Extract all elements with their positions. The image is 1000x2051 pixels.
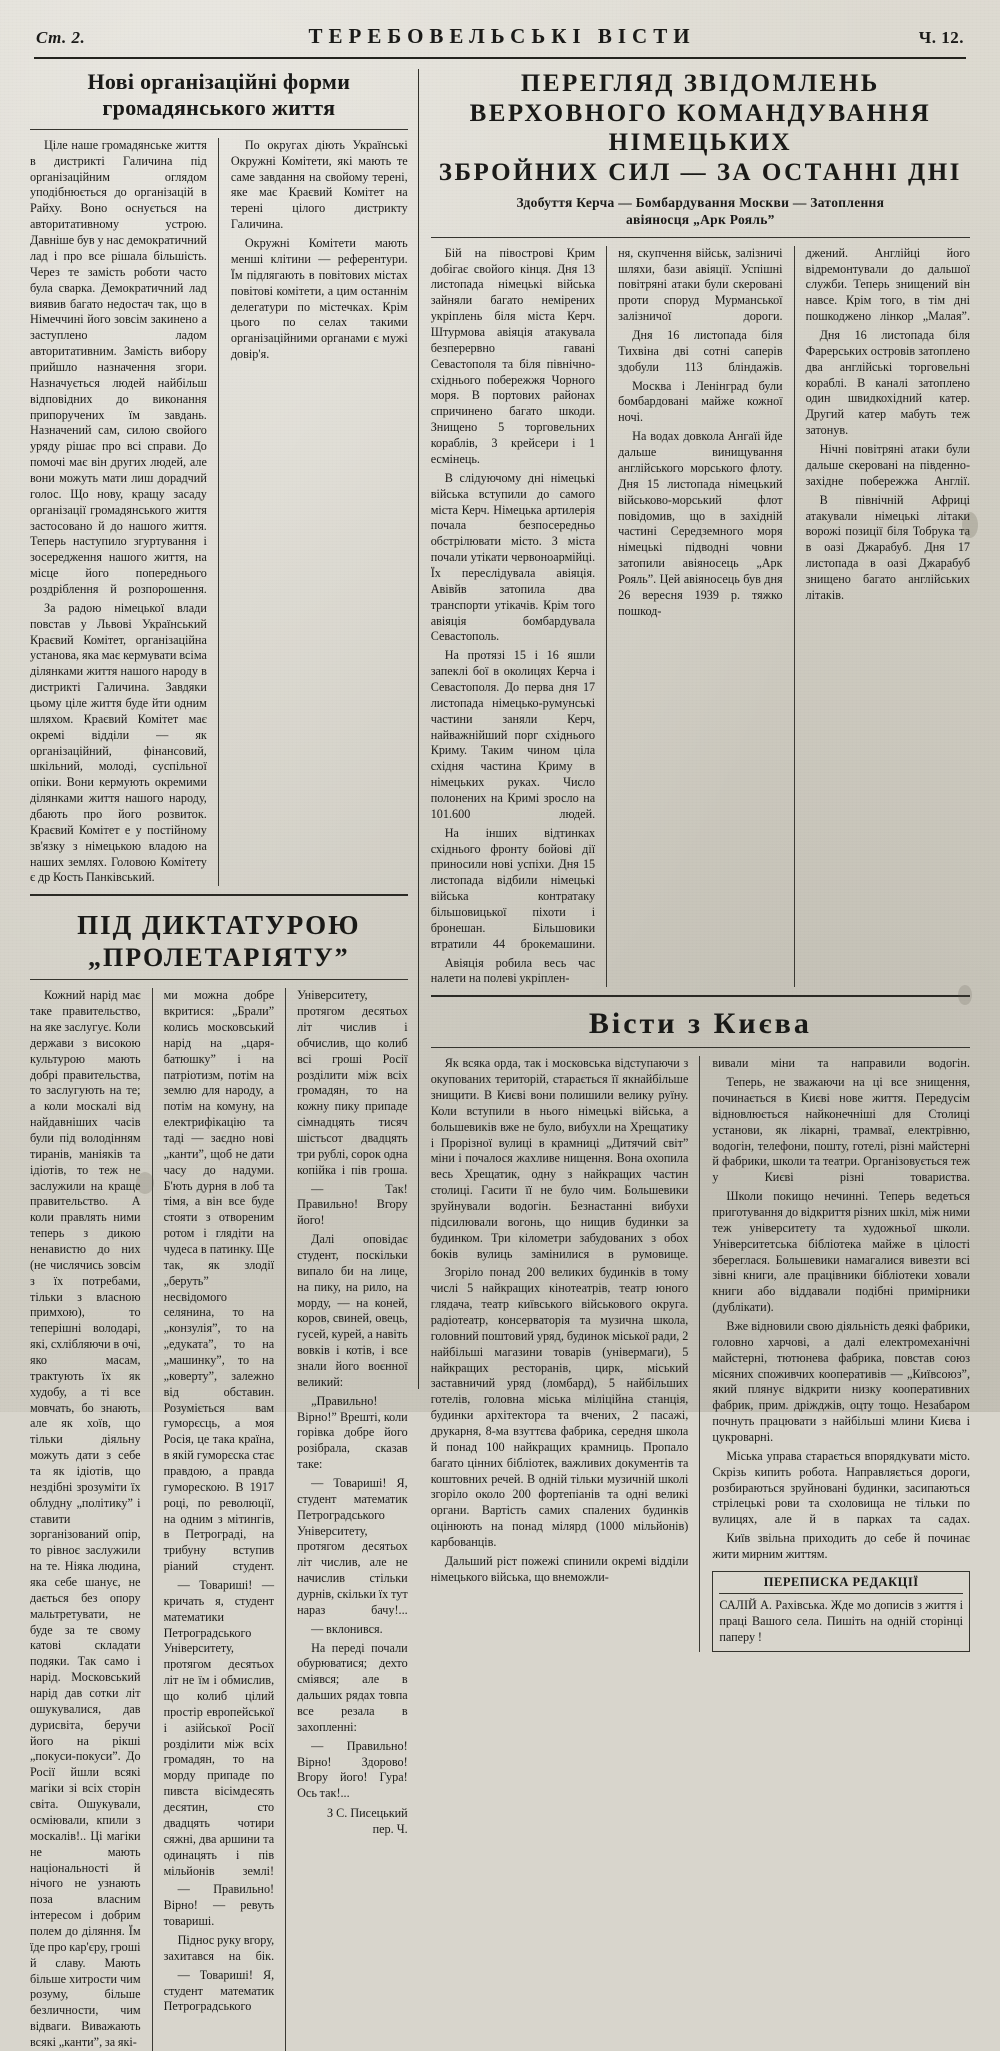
paragraph: — Товариші! Я, студент математик Петроградського Університету, протягом десятьох літ числив, але не начислив стільки дурнів, скільки їх тут нараз бачу!... (297, 1476, 408, 1617)
masthead (30, 24, 970, 55)
editorial-mail-text: САЛІЙ А. Рахівська. Жде мо дописів з життя і праці Вашого села. Пишіть на одній сторінці паперу ! (719, 1597, 964, 1644)
paragraph: Дня 16 листопада біля Фарерських островів затоплено два англійські торговельні кораблі. В каналі затоплено один швидкохідний катер. Другий катер мабуть теж затонув. (805, 328, 971, 438)
paragraph: — Правильно! Вірно! — ревуть товариші. (163, 1882, 275, 1929)
paragraph: Ціле наше громадянське життя в дистрикті Галичина під організаційним оглядом уподібнюється до організацій в Райху. Воно оснується на авторитативному устрою. Давніше був у нас демократичний лад і про все рішала більшість. Через те замість роботи часто була сварка. Демократичний лад виявив багато недостач так, що в Німеччині його зовсім закинено а заступлено ладом авторитативним. Замість виборy прийшло назначення згори. Назначується людей найбільш відповідних до виконання припоручених їм завдань. Назначений сам, силою свойого уряду рішає про всі справи. До помочі має він других людей, але вони можуть мати лиш дорадчий голос. Що нову, кращу засаду організації громадянського життя застосовано й до нашого життя. Теперь наступило згуртування і зосередження нашого життя, на місце його попереднього роздріблення й розпорошення. (30, 137, 207, 596)
article-title-line2: громадянського життя (102, 94, 336, 120)
paragraph: „Правильно! Вірно!” Врешті, коли горівка добре його розібрала, сказав таке: (297, 1393, 408, 1472)
paragraph: Згоріло понад 200 великих будинків в тому числі 5 найкращих кінотеатрів, театр юного глядача, театр київського військового округа. радіотеатр, консерваторія та музична школа, головний поштовий уряд, будинок міської ради, 2 найбільші магазини товарів (універмаги), 5 найкращих ресторанів, цирк, міський заставничий уряд (ломбард), 5 найбільших готелів, головна міська міліційна станція, будинки архітектора та вчених, 2 пасажі, друкарня, 8-ма взуттєва фабрика, середня школа й понад 100 найкращих крамниць. Пропало багато цінних бібліотек, важливих документів та коштовних речей. В одній тільки музичній школі згоріло около 200 фортепіанів та одні великі органи. Вартість самих спалених будинків оцінюють на понад мілярд (1000 мільйонів) карбованців. (430, 1265, 689, 1550)
paragraph: На протязі 15 і 16 яшли запеклі бої в околицях Керча і Севастополя. До перва дня 17 листопада німецько-румунські частини заняли Керч, найважнійший порг східнього Криму. Таким чином ціла східня частина Криму в німецьких руках. Число полонених на Кримі зросло на 101.600 людей. (430, 648, 596, 821)
column-2 (712, 1056, 970, 1651)
right-half (419, 69, 971, 1644)
signature-translator: пер. Ч. (372, 1822, 408, 1837)
article-title-kyiv: Вісти з Києва (588, 1007, 812, 1041)
paragraph: Кожний нарід має таке правительство, на яке заслугує. Коли держави з високою культурою мають добрі правительства, то заслугують на те; а коли москалі від найдавніших часів були під володінням тиранів, маніяків та ідіотів, то теж не заслужили на краще правительство. А коли правлять ними теперь з дикою ненавистю до них (не числячись зовсім з їх потребами, тільки з власною примхою), то теперішні володарі, які, схлібляючи в очі, яко масам, трактують їх як худобу, а ті все мовчать, бо знають, але як хоїв, що тільки діяльну можуть дати з себе та як ідіотів, що нездібні зрозуміти їх облудну „політику” і ставити зорганізований опір, то рівноє заслужили на те. Ніяка людина, яка себе шанує, не дається без опору мальтретувати, не буде за те свому катові складати подяки. Так само і нарід. Московський нарід дав сотки літ ошукувалися, дав дурисвіта, беручи його на рікші „покуси-покуси”. До Росії йшли всякі магіки зі всіх сторін світа. Ошукували, осміювали, кпили з москалів!.. Ці магіки не мають національності й нічого не узнають поза власним інтересом і добрим полем до діляння. Їм їде про кар'єру, гроші й славу. Мають більше хитрости чим розуму, більше безличности, чим відваги. Виважають всякі „канти”, за які- (30, 988, 141, 2049)
column-1 (30, 988, 153, 2051)
article-subhead-review (431, 195, 970, 229)
article-org-forms-body (30, 138, 408, 886)
paragraph: На переді почали обурюватися; дехто сміявся; але в дальших рядах товпа все резала в захопленні: (297, 1640, 408, 1734)
paragraph: По округах діють Українські Окружні Комітети, які мають те саме завдання на свойому терені, яке має Краєвий Комітет на терені цілого дистрикту Галичина. (230, 137, 408, 232)
paragraph: Бій на півострові Крим добігає свойого кінця. Дня 13 листопада німецькі війська зайняли багато немірених укріплень біля міста Керч. Штурмова авіяція атакувала безперервно гавані Севастополя та біля північно-східнього побережжя Чорного моря. В портових районах спричинено багато шкоди. Знищено 5 торговельних кораблів, 3 крейсери і 1 есмінець. (430, 245, 596, 466)
masthead-rule (34, 57, 966, 59)
paragraph: ми можна добре вкритися: „Брали” колись московський нарід на „царя-батюшку” і на патріотизм, потім на землю для народу, а потім на комуну, на електрифікацію та таді — заєдно нові „канти”, щоб не дати часу до надуми. Б'ють дурня в лоб та тімя, а він все буде стояти з отвореним ротом і глядіти на чудеса в патинку. Ще так, як злодії „беруть” несвідомого селянина, то на „конзулія”, то на „едуката”, то на „машинку”, то на „коверту”, залежно від обставин. Розуміється вам гуморєсць, а моя Росія, це така країна, в якій гуморєска стає правдою, а правда гуморескою. В 1917 році, по революції, на одним з мітингів, в Петрограді, на трибуну вступив ріаний студент. (163, 988, 275, 1574)
article-kyiv-body (431, 1056, 970, 1651)
paragraph: На інших відтинках східнього фронту бойові дії приносили нові успіхи. Дня 15 листопада відбили німецькі війська контратаку більшовицької піхоти і бронешан. Більшовики втратили 44 брокемашини. (430, 825, 596, 951)
article-title-line3: ЗБРОЙНИХ СИЛ — ЗА ОСТАННІ ДНІ (438, 158, 962, 186)
paragraph: В північній Африці атакували німецькі літаки ворожі позиції біля Тобрука та в оазі Джарабуб. Дня 17 листопада в оазі Джарабуб знищено багато англійських літаків. (805, 492, 971, 602)
divider-between-articles (30, 894, 408, 896)
page-body (30, 69, 971, 2049)
column-2 (164, 988, 287, 2051)
paragraph: Дня 16 листопада біля Тихвіна дві сотні саперів здобули 113 бліндажів. (618, 328, 783, 374)
divider-between-articles (431, 995, 970, 997)
paragraph: Як всяка орда, так і московська відступаючи з окупованих територій, старається її якнайбільше знищити. В Києві вони полишили велику руїну. Коли вступили в нього німецькі війська, а большевиків вже не було, вибухли на Хрещатику і Прорізної вулиці в крамниці „Дитячий світ” міни і почалося жахливе нищення. Вона охопила весь Хрещатик, одну з найкращих частин столиці. Гасити її не було чим. Большевики зруйнували водогін. Безнастанні вибухи підсилювали вогонь, що нищив будинки за будинком. Три кілометри забудованих з обох боків вулиць замінилися в румовище. (430, 1056, 689, 1261)
subhead-line2: авіяносця „Арк Рояль” (626, 211, 775, 227)
column-1 (431, 246, 607, 988)
paragraph: Школи покищо нечинні. Теперь ведеться приготування до відкриття різних шкіл, між ними теж університету та художньої школи. Університетська бібліотека майже в цілості збереглася. Большевики намагалися вивезти всі зівні книги, але працівники бібліотеки ховали книги або віддавали подібні примірники (дублікати). (712, 1189, 971, 1315)
paragraph: Міська управа старається впорядкувати місто. Скрізь кипить робота. Направляється дороги, розбираються зруйновані будинки, засипаються стрілецькі рови та схоловища не тільки по вулицях, але й в парках та садах. (712, 1448, 971, 1527)
paragraph: Нічні повітряні атаки були дальше скеровані на південно-західне побережжа Англії. (805, 442, 971, 488)
divider-under-title (431, 237, 970, 238)
paragraph: ня, скупчення військ, залізничі шляхи, бази авіяції. Успішні повітряні атаки були скеровані проти споруд Мурманської залізничої дороги. (618, 245, 783, 324)
paragraph: джений. Англійці його відремонтували до дальшої служби. Теперь знищений він навсе. Крім того, в тім дні пошкоджено лінкор „Малая”. (805, 245, 971, 324)
column-1 (431, 1056, 701, 1651)
article-title-org-forms (30, 69, 408, 121)
paragraph: Авіяція робила весь час налети на полеві укріплен- (430, 955, 596, 986)
column-3 (806, 246, 970, 988)
column-1 (30, 138, 219, 886)
article-signature (297, 1806, 408, 1838)
article-title-dictatorship-line1: ПІД ДИКТАТУРОЮ (77, 910, 361, 941)
editorial-mail-title: ПЕРЕПИСКА РЕДАКЦІЇ (719, 1575, 963, 1594)
subhead-line1: Здобуття Керча — Бомбардування Москви — Затоплення (516, 195, 885, 210)
paragraph: Піднос руку вгору, захитався на бік. (163, 1932, 275, 1963)
editorial-mail-box (712, 1571, 970, 1652)
article-title-line2: ВЕРХОВНОГО КОМАНДУВАННЯ НІМЕЦЬКИХ (469, 99, 932, 156)
paragraph: Далі оповідає студент, поскільки випало би на лице, на пику, на рило, на морду, — на коней, коров, свиней, овець, гусей, курей, а навіть вовків і котів, і все знали його воєнної великий: (297, 1232, 408, 1389)
paragraph: Київ звільна приходить до себе й починає жити мирним життям. (712, 1531, 971, 1562)
divider-under-title (431, 1047, 970, 1048)
paragraph: вивали міни та направили водогін. (712, 1056, 971, 1071)
paragraph: Окружні Комітети мають менші клітини — референтури. Їм підлягають в повітових містах повітові комітети, а цим останнім делегатури по містечках. Крім цього по селах такими організаційними органами є мужі довір'я. (230, 236, 408, 362)
paragraph: На водах довкола Ангаїі йде дальше винищування англійського морського флоту. Дня 15 листопада німецький військово-морський флот повідомив, що в західній частині Середземного моря німецькі підводні човни затопили авіяносець „Арк Рояль”. Цей авіяносець був дня 26 вересня 1939 р. тяжко пошкод- (618, 429, 783, 618)
column-2 (231, 138, 408, 886)
issue-number: Ч. 12. (918, 28, 964, 47)
article-review-body (431, 246, 970, 988)
page-number: Ст. 2. (36, 28, 86, 47)
signature-author: З С. Писецький (326, 1806, 408, 1821)
paragraph: Вже відновили свою діяльність деякі фабрики, головно харчові, а далі електромеханічні майстерні, тютюнева фабрика, повстав союз місяних споживчих кооперативів — „Київсоюз”, який плянує відкрити низку кооперативних фабрик, прим. дріжджів, оцту тощо. Незабаром почнуть працювати з найбільші млини Києва і цукроварні. (712, 1319, 971, 1445)
paragraph: Дальший ріст пожежі спинили окремі відділи німецького війська, що внеможли- (430, 1553, 689, 1584)
paragraph: За радою німецької влади повстав у Львові Український Краєвий Комітет, організаційна установа, яка має кермувати всіма ділянками життя нашого народу в дистрикті Галичина. Завдяки цьому ціле життя буде йти одним шляхом. Краєвий Комітет має окремі відділи — як організаційний, фінансовий, шкільний, молоді, суспільної опіки. Вони кермують окремими ділянками життя нашого народу, дбають про його розвиток. Краєвий Комітет е у постійному зв'язку з німецькою владою на наших землях. Головою Комітету є др Кость Панківський. (30, 600, 207, 885)
newspaper-title: ТЕРЕБОВЕЛЬСЬКІ ВІСТИ (308, 24, 696, 48)
divider-under-title (30, 979, 408, 980)
paragraph: — вклонився. (311, 1621, 383, 1636)
paragraph: Москва і Ленінград були бомбардовані майже кожної ночі. (618, 378, 783, 425)
paragraph: Університету, протягом десятьох літ числив і обчислив, що колиб всі гроші Росії розділити між всіх громадян, то на кожну пику припаде сімнадцять тисяч шістьсот двадцять три рублі, сорок одна копійка і пів гроша. (297, 988, 408, 1177)
paragraph: — Так! Правильно! Вгору його! (297, 1181, 408, 1228)
paragraph: — Товариші! Я, студент математик Петроградського (163, 1967, 275, 2014)
paragraph: Теперь, не зважаючи на ці все знищення, починається в Києві нове життя. Передусім відновлюється найконечніші для Столиці установи, як лікарні, трамваї, електрівню, водогін, телефони, пошту, готелі, різні майстерні й фабрики, школи та театри. Організовується теж у Києві різні товариства. (712, 1075, 971, 1185)
article-dictatorship-body (30, 988, 408, 2051)
column-3 (297, 988, 408, 2051)
article-title-line1: ПЕРЕГЛЯД ЗВІДОМЛЕНЬ (520, 70, 880, 97)
column-2 (618, 246, 794, 988)
paragraph: — Товариші! — кричать я, студент математики Петроградського Університету, протягом десятьох літ не їм і обмислив, що колиб цілий простір европейської і азійської Росії розділити між всіх громадян, то на морду припаде по пивста вісімдесять десятин, сто двадцять чотири сяжні, два аршини та одинацять і пів мільйонів землі! (163, 1578, 275, 1878)
divider-under-title (30, 129, 408, 130)
paragraph: В слідуючому дні німецькі війська вступили до самого міста Керч. Німецька артилерія почала безпосередньо обстрілювати місто. З міста почали утікати червоноармійці. Їх переслідувала авіяція. Авівйв затопила два транспорти утікачів. Крім того авіяція бомбардувала Севастополь. (430, 470, 596, 644)
article-title-dictatorship-line2: „ПРОЛЕТАРІЯТУ” (88, 943, 350, 973)
paragraph: — Правильно! Вірно! Здорово! Вгору його! Гура! Ось так!... (297, 1738, 408, 1801)
article-title-line1: Нові організаційні форми (87, 69, 351, 94)
left-half (30, 69, 419, 2049)
article-title-review (431, 69, 970, 187)
